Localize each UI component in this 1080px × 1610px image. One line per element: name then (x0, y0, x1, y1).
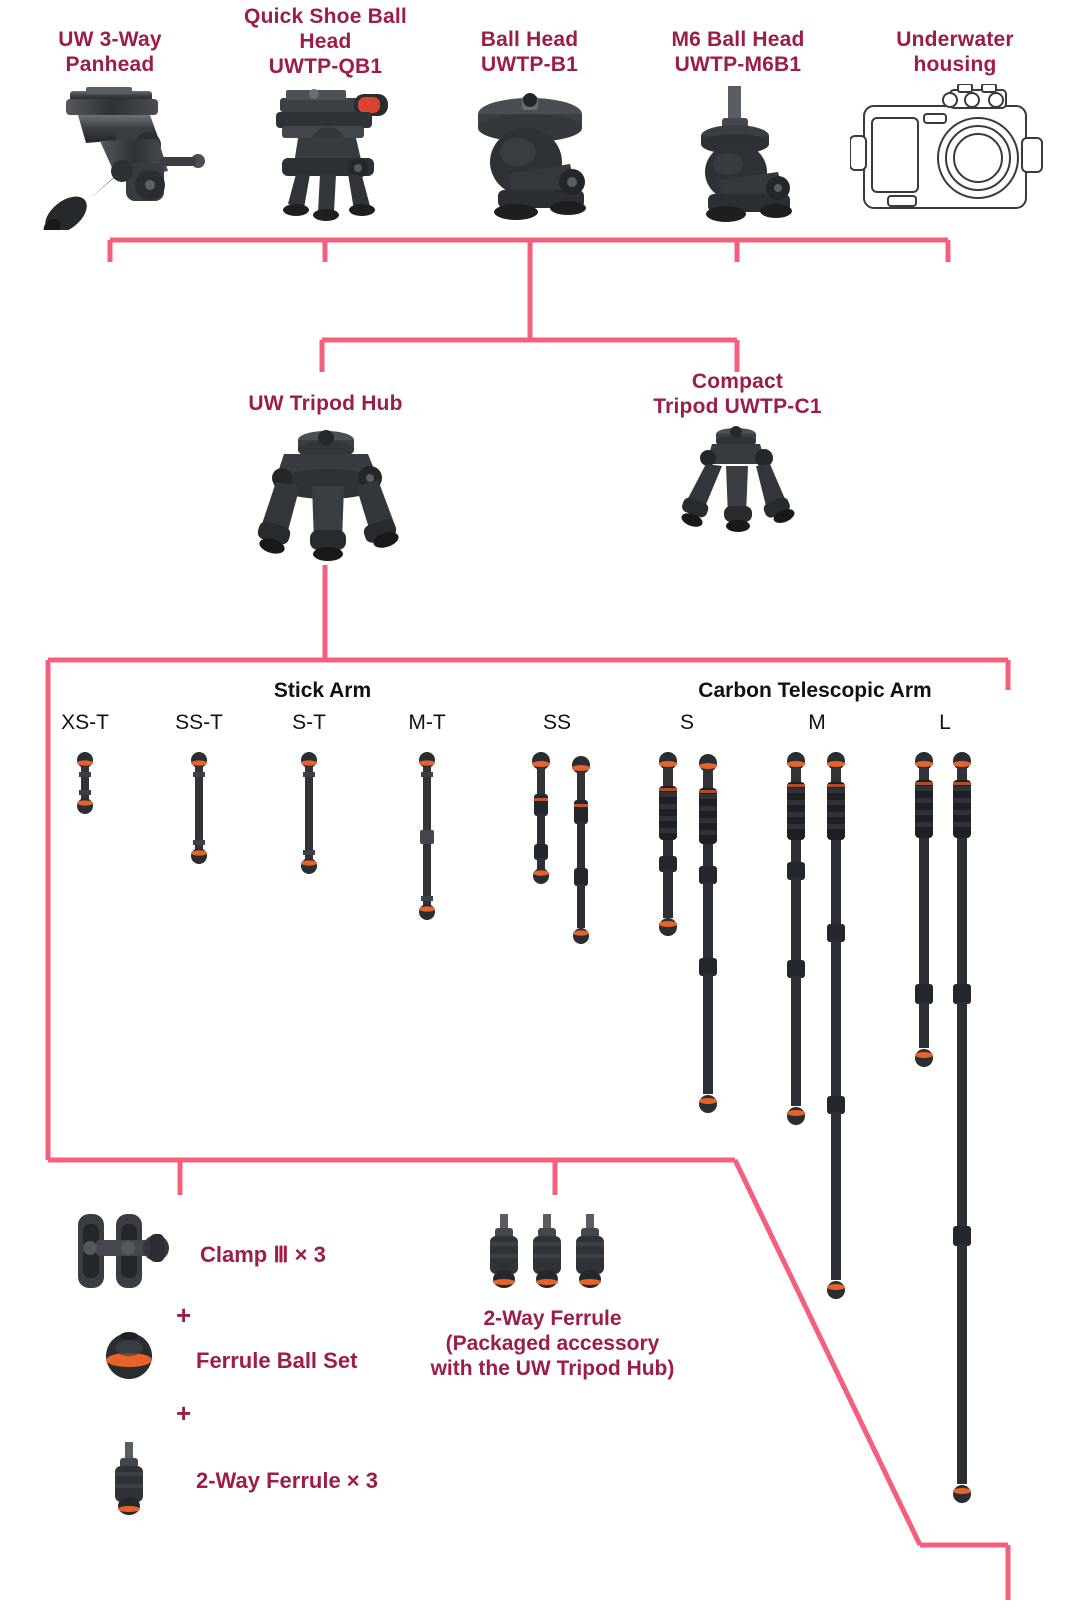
label-line: Tripod UWTP-C1 (653, 394, 822, 418)
arm-s-t-icon (298, 752, 320, 874)
label-stick-arm-group: Stick Arm (273, 679, 372, 702)
label-size-m-t: M-T (408, 711, 446, 734)
label-m6-ball-head (640, 28, 836, 78)
label-size-s: S (679, 711, 694, 734)
label-clamp-iii: Clamp Ⅲ × 3 (200, 1242, 326, 1267)
arm-m-icon (782, 752, 810, 1142)
label-line: Panhead (65, 52, 155, 76)
arm-s-icon-2 (694, 754, 722, 1126)
label-ferrule-ball-set: Ferrule Ball Set (196, 1348, 358, 1373)
label-size-l: L (939, 711, 951, 734)
label-two-way-ferrule-x3: 2-Way Ferrule × 3 (196, 1468, 378, 1493)
label-carbon-telescopic-arm-group: Carbon Telescopic Arm (698, 679, 932, 702)
arm-l-icon-2 (948, 752, 976, 1522)
label-line: 2-Way Ferrule (483, 1307, 622, 1330)
label-underwater-housing (860, 28, 1050, 78)
label-size-m: M (808, 711, 826, 734)
clamp-iii-icon (70, 1208, 180, 1294)
label-line: UWTP-M6B1 (674, 52, 802, 76)
arm-ss-icon (528, 752, 554, 884)
label-line: M6 Ball Head (671, 28, 805, 51)
underwater-housing-icon (850, 84, 1045, 224)
label-plus-1: + (176, 1300, 192, 1330)
label-line: UW 3-Way (58, 28, 162, 51)
arm-s-icon (654, 752, 682, 952)
label-line: with the UW Tripod Hub) (430, 1357, 675, 1381)
label-size-s-t: S-T (292, 711, 326, 734)
label-line: UWTP-B1 (480, 52, 579, 76)
two-way-ferrule-group-icon (486, 1212, 608, 1296)
arm-m-icon-2 (822, 752, 850, 1314)
ferrule-ball-set-icon (98, 1330, 160, 1382)
quick-shoe-ball-head-icon (258, 82, 398, 227)
label-line: Ball Head (480, 28, 579, 51)
label-line: Compact (691, 370, 784, 393)
label-ball-head (437, 28, 622, 78)
label-size-ss-t: SS-T (175, 711, 223, 734)
arm-ss-t-icon (188, 752, 210, 864)
label-size-ss: SS (542, 711, 571, 734)
label-line: housing (913, 52, 997, 76)
label-plus-2: + (176, 1398, 192, 1428)
uw-tripod-hub-icon (248, 420, 403, 565)
compact-tripod-icon (672, 420, 800, 560)
arm-l-icon (910, 752, 938, 1074)
m6-ball-head-icon (680, 84, 800, 226)
panhead-icon (30, 85, 205, 230)
arm-ss-icon-2 (568, 756, 594, 946)
label-line: Underwater (896, 28, 1014, 51)
label-uw-tripod-hub (218, 392, 433, 417)
label-line: UWTP-QB1 (268, 54, 383, 78)
label-line: Quick Shoe Ball (244, 5, 407, 28)
label-compact-tripod (625, 370, 850, 420)
label-line: UW Tripod Hub (248, 392, 403, 415)
label-line: (Packaged accessory (445, 1332, 660, 1356)
label-two-way-ferrule-packaged (410, 1306, 695, 1382)
label-quick-shoe-ball-head (228, 5, 423, 79)
two-way-ferrule-icon (105, 1440, 153, 1518)
ball-head-icon (468, 86, 593, 226)
label-size-xs-t: XS-T (61, 711, 109, 734)
label-uw-3way-panhead (20, 28, 200, 78)
arm-xs-t-icon (74, 752, 96, 814)
label-line: Head (299, 29, 352, 53)
arm-m-t-icon (416, 752, 438, 920)
